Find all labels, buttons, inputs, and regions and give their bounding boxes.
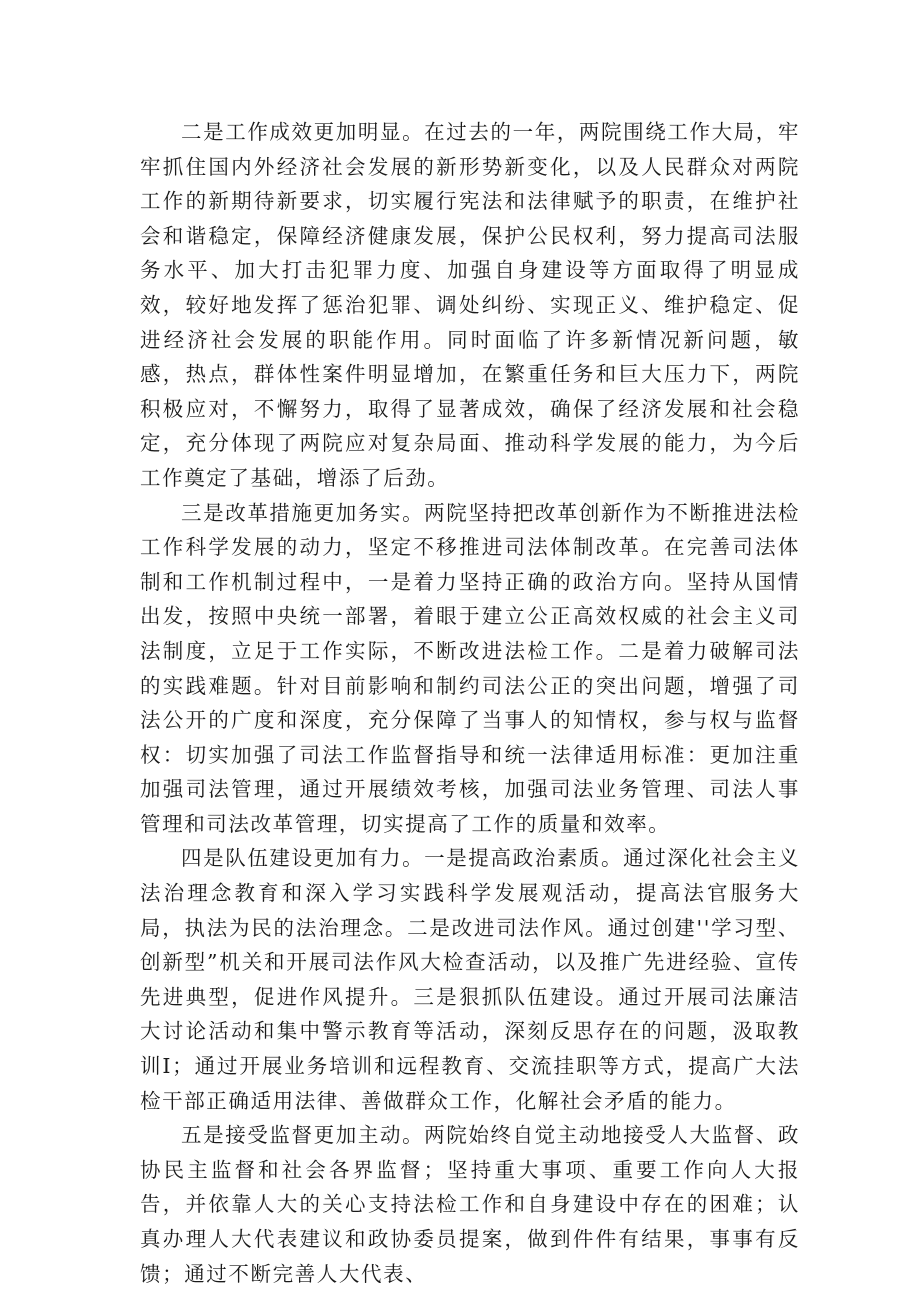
paragraph-reform-measures: 三是改革措施更加务实。两院坚持把改革创新作为不断推进法检工作科学发展的动力，坚定不移推进司法体制改革。在完善司法体制和工作机制过程中，一是着力坚持正确的政治方向。坚持从国情出发，按照中央统一部署，着眼于建立公正高效权威的社会主义司法制度，立足于工作实际，不断改进法检工作。二是着力破解司法的实践难题。针对目前影响和制约司法公正的突出问题，增强了司法公开的广度和深度，充分保障了当事人的知情权，参与权与监督权：切实加强了司法工作监督指导和统一法律适用标准：更加注重加强司法管理，通过开展绩效考核，加强司法业务管理、司法人事管理和司法改革管理，切实提高了工作的质量和效率。 xyxy=(140,500,800,836)
paragraph-team-building: 四是队伍建设更加有力。一是提高政治素质。通过深化社会主义法治理念教育和深入学习实践科学发展观活动，提高法官服务大局，执法为民的法治理念。二是改进司法作风。通过创建''学习型、创新型”机关和开展司法作风大检查活动，以及推广先进经验、宣传先进典型，促进作风提升。三是狠抓队伍建设。通过开展司法廉洁大讨论活动和集中警示教育等活动，深刻反思存在的问题，汲取教训I；通过开展业务培训和远程教育、交流挂职等方式，提高广大法检干部正确适用法律、善做群众工作，化解社会矛盾的能力。 xyxy=(140,846,800,1113)
paragraph-accepting-supervision: 五是接受监督更加主动。两院始终自觉主动地接受人大监督、政协民主监督和社会各界监督；坚持重大事项、重要工作向人大报告，并依靠人大的关心支持法检工作和自身建设中存在的困难；认真办理人大代表建议和政协委员提案，做到件件有结果，事事有反馈；通过不断完善人大代表、 xyxy=(140,1123,800,1286)
document-body xyxy=(140,115,800,1291)
paragraph-achievements: 二是工作成效更加明显。在过去的一年，两院围绕工作大局，牢牢抓住国内外经济社会发展的新形势新变化，以及人民群众对两院工作的新期待新要求，切实履行宪法和法律赋予的职责，在维护社会和谐稳定，保障经济健康发展，保护公民权利，努力提高司法服务水平、加大打击犯罪力度、加强自身建设等方面取得了明显成效，较好地发挥了惩治犯罪、调处纠纷、实现正义、维护稳定、促进经济社会发展的职能作用。同时面临了许多新情况新问题，敏感，热点，群体性案件明显增加，在繁重任务和巨大压力下，两院积极应对，不懈努力，取得了显著成效，确保了经济发展和社会稳定，充分体现了两院应对复杂局面、推动科学发展的能力，为今后工作奠定了基础，增添了后劲。 xyxy=(140,120,800,490)
